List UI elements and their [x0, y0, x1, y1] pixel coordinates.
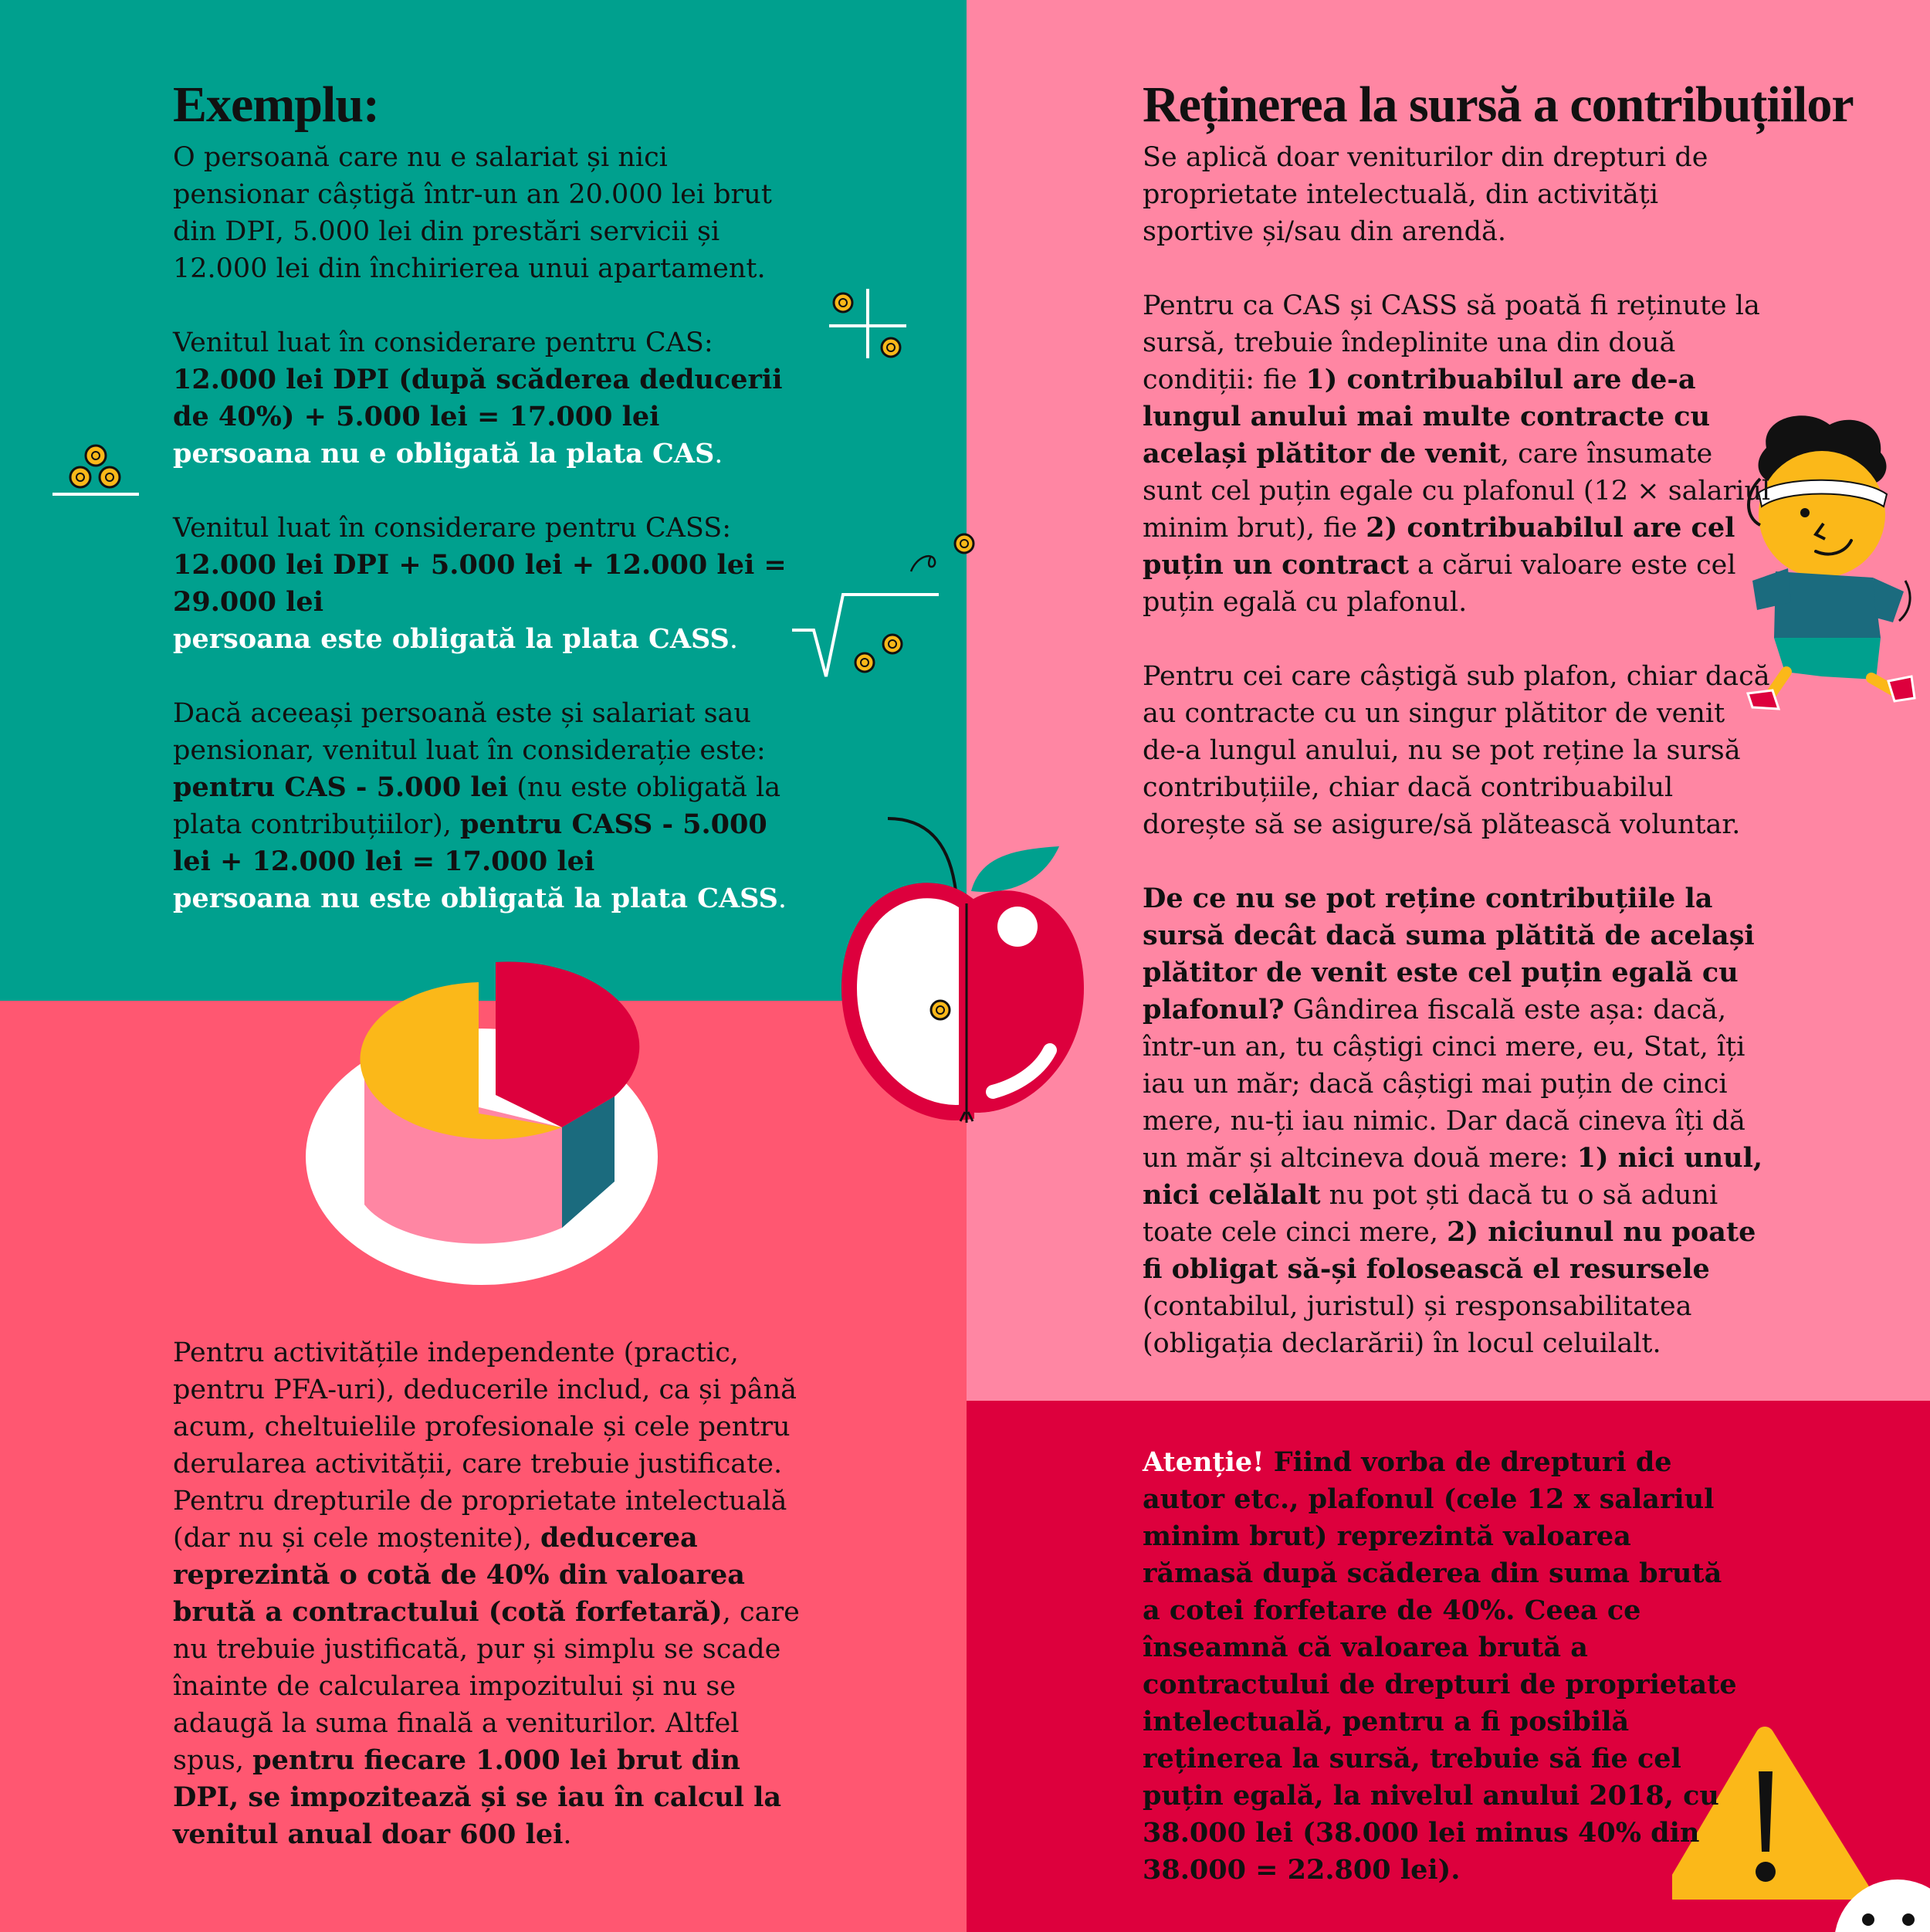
example-intro: O persoană care nu e salariat și nici pensionar câștigă într-un an 20.000 lei brut din DPI, 5.000 lei din prestări servicii și 12.000 lei din închirierea unui apartament. — [173, 142, 772, 284]
example-heading: Exemplu: — [173, 76, 380, 133]
p4-bold-2: 1) nici unul, nici celălalt — [1143, 1142, 1763, 1211]
p2-bold-1: 1) contribuabilul are de-a lungul anului mai multe contracte cu același plătitor de venit — [1143, 364, 1711, 469]
example-text-block — [173, 139, 806, 917]
atentie-label: Atenție! — [1143, 1446, 1265, 1478]
salariat-paragraph — [173, 695, 806, 917]
atentie-text: Fiind vorba de drepturi de autor etc., plafonul (cele 12 x salariul minim brut) reprezintă valoarea rămasă după scăderea din suma brută a cotei forfetare de 40%. Ceea ce înseamnă că valoarea brută a contractului de drepturi de proprietate intelectuală, pentru a fi posibilă reținerea la sursă, trebuie să fie cel puțin egală, la nivelul anului 2018, cu 38.000 lei (38.000 lei minus 40% din 38.000 = 22.800 lei). — [1143, 1446, 1737, 1886]
retinere-heading: Reținerea la sursă a contribuțiilor — [1143, 76, 1854, 133]
pfa-bold-1: deducerea reprezintă o cotă de 40% din valoarea brută a contractului (cotă forfetară) — [173, 1522, 745, 1628]
salariat-cass: pentru CASS - 5.000 lei + 12.000 lei = 17.000 lei — [173, 808, 767, 877]
pfa-text-2: , care nu trebuie justificată, pur și simplu se scade înainte de calcularea impozitului și nu se adaugă la suma finală a veniturilor. Altfel spus, — [173, 1597, 800, 1776]
cas-paragraph — [173, 324, 806, 473]
retinere-text-block — [1143, 139, 1776, 1362]
pfa-text-3: . — [563, 1819, 572, 1850]
pfa-paragraph — [173, 1334, 806, 1853]
p4-text-2: nu pot ști dacă tu o să aduni toate cele cinci mere, — [1143, 1180, 1718, 1248]
retinere-p1: Se aplică doar veniturilor din drepturi de proprietate intelectuală, din activități sportive și/sau din arendă. — [1143, 142, 1708, 247]
pfa-text-1: Pentru activitățile independente (practic, pentru PFA-uri), deducerile includ, ca și până acum, cheltuielile profesionale și cele pentru derularea activității, care trebuie justificate. Pentru drepturile de proprietate intelectuală (dar nu și cele moștenite), — [173, 1337, 797, 1554]
division-coins-icon — [49, 439, 150, 500]
cass-calc: 12.000 lei DPI + 5.000 lei + 12.000 lei = 29.000 lei — [173, 549, 787, 618]
p2-text-1: Pentru ca CAS și CASS să poată fi reținute la sursă, trebuie îndeplinite una din două condiții: fie — [1143, 290, 1760, 395]
atentie-text-block — [1143, 1444, 1745, 1889]
p4-text-3: (contabilul, juristul) și responsabilitatea (obligația declarării) în locul celuilalt. — [1143, 1291, 1692, 1359]
salariat-cas: pentru CAS - 5.000 lei — [173, 771, 509, 803]
retinere-p4 — [1143, 880, 1776, 1362]
p2-text-2: , care însumate sunt cel puțin egale cu plafonul (12 × salariul minim brut), fie — [1143, 439, 1771, 544]
cass-paragraph — [173, 510, 806, 658]
cass-label: Venitul luat în considerare pentru CASS: — [173, 513, 732, 544]
cas-calc: 12.000 lei DPI (după scăderea deducerii de 40%) + 5.000 lei = 17.000 lei — [173, 364, 783, 432]
p2-text-3: a cărui valoare este cel puțin egală cu plafonul. — [1143, 550, 1736, 618]
cass-result: persoana este obligată la plata CASS — [173, 623, 730, 655]
salariat-result: persoana nu este obligată la plata CASS — [173, 883, 778, 914]
salariat-intro: Dacă aceeași persoană este și salariat sau pensionar, venitul luat în considerație este: — [173, 698, 766, 766]
cas-result: persoana nu e obligată la plata CAS — [173, 438, 715, 469]
cass-result-end: . — [729, 624, 738, 655]
p4-bold-3: 2) niciunul nu poate fi obligat să-și folosească el resursele — [1143, 1216, 1756, 1285]
apple-illustration — [841, 811, 1096, 1127]
pfa-text-block — [173, 1334, 806, 1853]
plus-coins-icon — [818, 278, 911, 371]
p4-bold-1: De ce nu se pot reține contribuțiile la sursă decât dacă suma plătită de același plătitor de venit este cel puțin egală cu plafonul? — [1143, 883, 1755, 1025]
pie-chart-illustration — [301, 950, 672, 1290]
salariat-result-end: . — [777, 883, 787, 914]
atentie-paragraph — [1143, 1444, 1745, 1889]
salariat-cas-note: (nu este obligată la plata contribuțiilor), — [173, 772, 781, 840]
p4-text-1: Gândirea fiscală este așa: dacă, într-un an, tu câștigi cinci mere, eu, Stat, îți iau un măr; dacă câștigi mai puțin de cinci mere, nu-ți iau nimic. Dar dacă cineva îți dă un măr și altcineva două mere: — [1143, 995, 1745, 1174]
square-root-icon — [780, 525, 980, 687]
cas-result-end: . — [714, 439, 723, 469]
p2-bold-2: 2) contribuabilul are cel puțin un contract — [1143, 512, 1735, 581]
retinere-p3: Pentru cei care câștigă sub plafon, chiar dacă au contracte cu un singur plătitor de venit de-a lungul anului, nu se pot reține la sursă contribuțiile, chiar dacă contribuabilul dorește să se asigure/să plătească voluntar. — [1143, 661, 1770, 840]
cas-label: Venitul luat în considerare pentru CAS: — [173, 327, 713, 358]
retinere-p2 — [1143, 287, 1776, 621]
pfa-bold-2: pentru fiecare 1.000 lei brut din DPI, se impozitează și se iau în calcul la venitul anual doar 600 lei — [173, 1744, 782, 1850]
